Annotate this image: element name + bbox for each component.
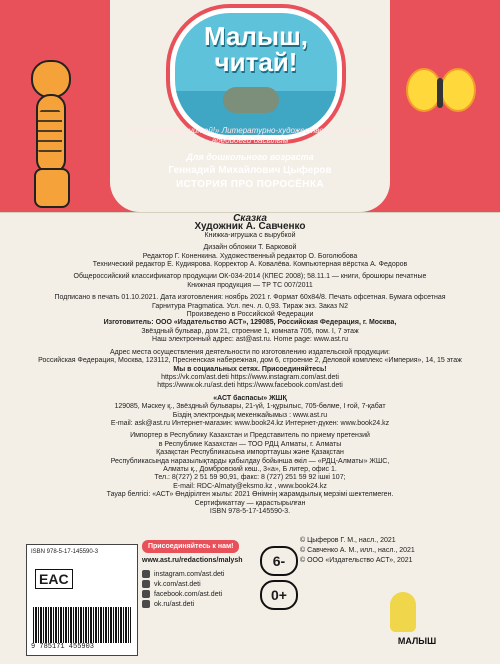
kz-line-2: Біздің электрондық мекенжайымыз : www.ast.ru [172,411,328,419]
age-badge-0: 0+ [260,580,298,610]
eac-mark: EAC [35,569,73,589]
fish-illustration [223,87,279,113]
manufacturer-label: Изготовитель: ООО «Издательство АСТ», 129085, Российская Федерация, г. Москва, [103,319,397,327]
facebook-icon [142,590,150,598]
printing-line-2: Гарнитура Pragmatica. Усл. печ. л. 0,93. Тираж экз. Заказ N2 [152,302,348,310]
age-text: Для дошкольного возраста [186,152,314,162]
social-box [142,536,274,648]
barcode [33,607,131,643]
copyright-block [300,536,490,566]
social-text: instagram.com/ast.deti [154,570,225,578]
copyright-line: © Савченко А. М., илл., насл., 2021 [300,547,415,554]
classification-line-2: Книжная продукция — ТР ТС 007/2011 [187,281,313,289]
kz-heading: «АСТ баспасы» ЖШҚ [213,394,287,402]
age-badge-6: 6- [260,546,298,576]
classification-line-1: Общероссийский классификатор продукции ОК-034-2014 (КПЕС 2008); 58.11.1 — книги, брошюры печатные [73,273,427,281]
importer-line: Республикасында наразылықтарды қабылдау бойынша өкіл — «РДЦ-Алматы» ЖШС, [110,457,390,465]
barcode-number: 9 785171 455903 [31,643,95,651]
social-list [142,570,274,608]
importer-line: Қазақстан Республикасына импорттаушы және Қазақстан [156,449,344,457]
series-logo [170,8,342,140]
social-item[interactable] [142,590,274,598]
redactions-link[interactable]: www.ast.ru/redactions/malysh [142,557,243,564]
printing-line-1: Подписано в печать 01.10.2021. Дата изготовления: ноябрь 2021 г. Формат 60х84/8. Печать офсетная. Бумага офсетная [54,294,446,302]
importer-line: Импортер в Республику Казахстан и Представитель по приему претензий [130,432,370,440]
social-item[interactable] [142,600,274,608]
address-line-1: Адрес места осуществления деятельности по изготовлению издательской продукции: [110,348,390,356]
barcode-isbn: ISBN 978-5-17-145590-3 [31,549,99,555]
social-item[interactable] [142,570,274,578]
artist-text: Художник А. Савченко [194,221,306,233]
expiry-text: Тауар белгісі: «АСТ» Өндірілген жылы: 2021 Өнімнің жарамдылық мерзімі шектелмеген. [106,491,394,499]
butterfly-body [437,78,443,108]
tiger-head [31,60,71,98]
editors-text: Редактор Г. Коненкина. Художественный редактор О. Боголюбова [142,252,358,260]
vk-icon [142,580,150,588]
tiger-illustration [26,60,72,210]
address-line-2: Российская Федерация, Москва, 123112, Пресненская набережная, дом 6, строение 2, Деловой комплекс «Империя», 14, 15 этаж [38,357,462,365]
copyright-line: © ООО «Издательство АСТ», 2021 [300,557,413,564]
social-links-2: https://www.ok.ru/ast.deti https://www.facebook.com/ast.deti [157,382,343,390]
author-name: Геннадий Михайлович Цыферов [168,165,332,176]
kz-line-3: E-mail: ask@ast.ru Интернет-магазин: www.book24.kz Интернет-дүкен: www.book24.kz [110,419,390,427]
social-text: facebook.com/ast.deti [154,590,223,598]
tiger-stripes [38,106,62,160]
genre-text: Сказка [233,213,267,224]
imprint-text [6,212,494,516]
importer-line: E-mail: RDC-Almaty@eksmo.kz , www.book24.kz [173,482,327,490]
isbn-text: ISBN 978-5-17-145590-3. [209,508,291,515]
logo-text [175,23,337,75]
book-type-text: Книжка-игрушка с вырубкой [204,231,296,239]
social-item[interactable] [142,580,274,588]
brand-text: МАЛЫШ [397,636,437,646]
butterfly-wing-right [440,68,476,112]
ok-icon [142,600,150,608]
barcode-box [26,544,138,656]
brand-character [390,592,416,632]
printing-line-3: Произведено в Российской Федерации [186,311,314,319]
cover-design-text: Дизайн обложки Т. Барковой [203,244,297,252]
tiger-legs [34,168,70,208]
bottom-strip [0,528,500,664]
series-text: Серия «Малыш, читай!» Литературно-художественное издание адебидеги басылым [126,126,374,145]
logo-line-2: читай! [214,47,298,77]
join-badge: Присоединяйтесь к нам! [142,540,239,553]
book-info-header [112,126,388,190]
importer-line: Тел.: 8(727) 2 51 59 90,91, факс: 8 (727) 251 59 92 ішкі 107; [154,474,346,482]
butterfly-illustration [406,68,476,114]
importer-line: в Республике Казахстан — ТОО РДЦ Алматы, г. Алматы [158,440,342,448]
brand-logo [380,592,454,656]
social-heading: Мы в социальных сетях. Присоединяйтесь! [173,365,327,373]
social-links-1: https://vk.com/ast.deti https://www.instagram.com/ast.deti [161,373,339,381]
logo-line-1: Малыш, [203,21,309,51]
importer-line: Алматы қ., Домбровский көш., 3«а», Б литер, офис 1. [163,465,337,473]
copyright-line: © Цыферов Г. М., насл., 2021 [300,537,396,544]
manufacturer-line-3: Наш электронный адрес: ast@ast.ru. Home page: www.ast.ru [152,336,348,344]
certification-text: Сертификаттау — қарастырылған [194,499,306,507]
importer-block [6,432,494,491]
kz-line-1: 129085, Мәскеу қ., Звёздный бульвары, 21-үй, 1-құрылыс, 705-бөлме, I ғой, 7-қабат [114,403,386,411]
tech-editor-text: Технический редактор Е. Кудиярова. Корректор А. Ковалёва. Компьютерная вёрстка А. Федоров [92,261,408,269]
social-text: vk.com/ast.deti [154,580,201,588]
book-title: ИСТОРИЯ ПРО ПОРОСЁНКА [175,179,325,190]
manufacturer-line-2: Звёздный бульвар, дом 21, строение 1, комната 705, пом. I, 7 этаж [141,327,359,335]
social-text: ok.ru/ast.deti [154,600,195,608]
instagram-icon [142,570,150,578]
